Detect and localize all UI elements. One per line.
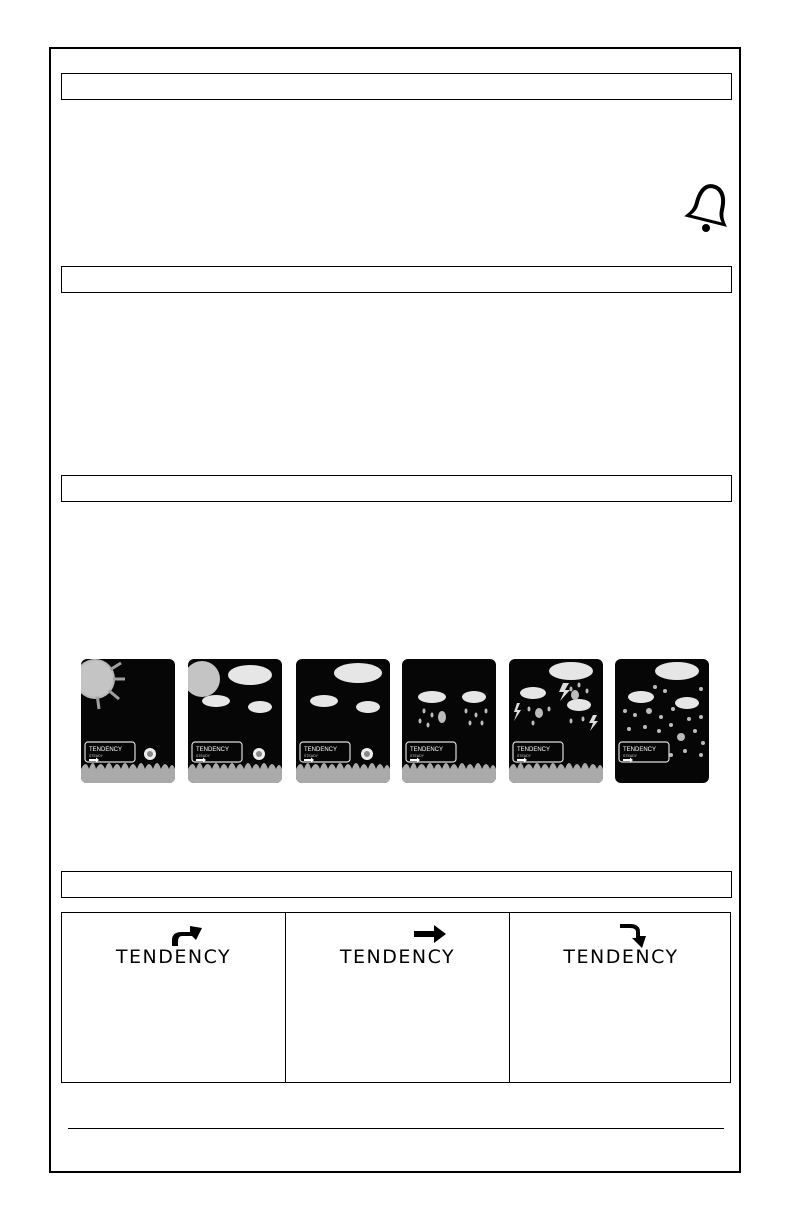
- tendency-table: [61, 912, 731, 1083]
- section-header-2: [61, 266, 732, 293]
- section-header-4: [61, 871, 732, 898]
- tile-tendency-state: STEADY: [89, 754, 104, 758]
- section-header-3: [61, 475, 732, 502]
- arrow-right-icon: [410, 918, 450, 948]
- stormy-icon: [509, 659, 603, 783]
- tile-tendency-state: STEADY: [623, 754, 638, 758]
- tile-tendency-label: TENDENCY: [196, 747, 230, 753]
- footer-divider: [68, 1128, 724, 1129]
- tendency-label: TENDENCY: [339, 946, 456, 968]
- cloudy-icon: [296, 659, 390, 783]
- bell-icon: [684, 180, 734, 235]
- tendency-cell-steady: [285, 913, 509, 1082]
- tile-tendency-state: STEADY: [304, 754, 319, 758]
- tile-tendency-label: TENDENCY: [410, 747, 444, 753]
- tile-tendency-state: STEADY: [517, 754, 532, 758]
- section-header-1: [61, 73, 732, 100]
- tile-tendency-label: TENDENCY: [517, 747, 551, 753]
- rainy-icon: [402, 659, 496, 783]
- tile-tendency-state: STEADY: [196, 754, 211, 758]
- tendency-cell-falling: [509, 913, 732, 1082]
- arrow-up-icon: [168, 918, 208, 948]
- tile-tendency-state: STEADY: [410, 754, 425, 758]
- tile-tendency-label: TENDENCY: [623, 747, 657, 753]
- arrow-down-icon: [616, 918, 656, 948]
- tile-tendency-label: TENDENCY: [89, 747, 123, 753]
- forecast-tiles: [0, 659, 793, 784]
- tendency-label: TENDENCY: [563, 946, 679, 968]
- sunny-icon: [81, 659, 175, 783]
- snowy-icon: [615, 659, 709, 783]
- partly-cloudy-icon: [188, 659, 282, 783]
- tendency-label: TENDENCY: [115, 946, 232, 968]
- tile-tendency-label: TENDENCY: [304, 747, 338, 753]
- tendency-cell-rising: [62, 913, 285, 1082]
